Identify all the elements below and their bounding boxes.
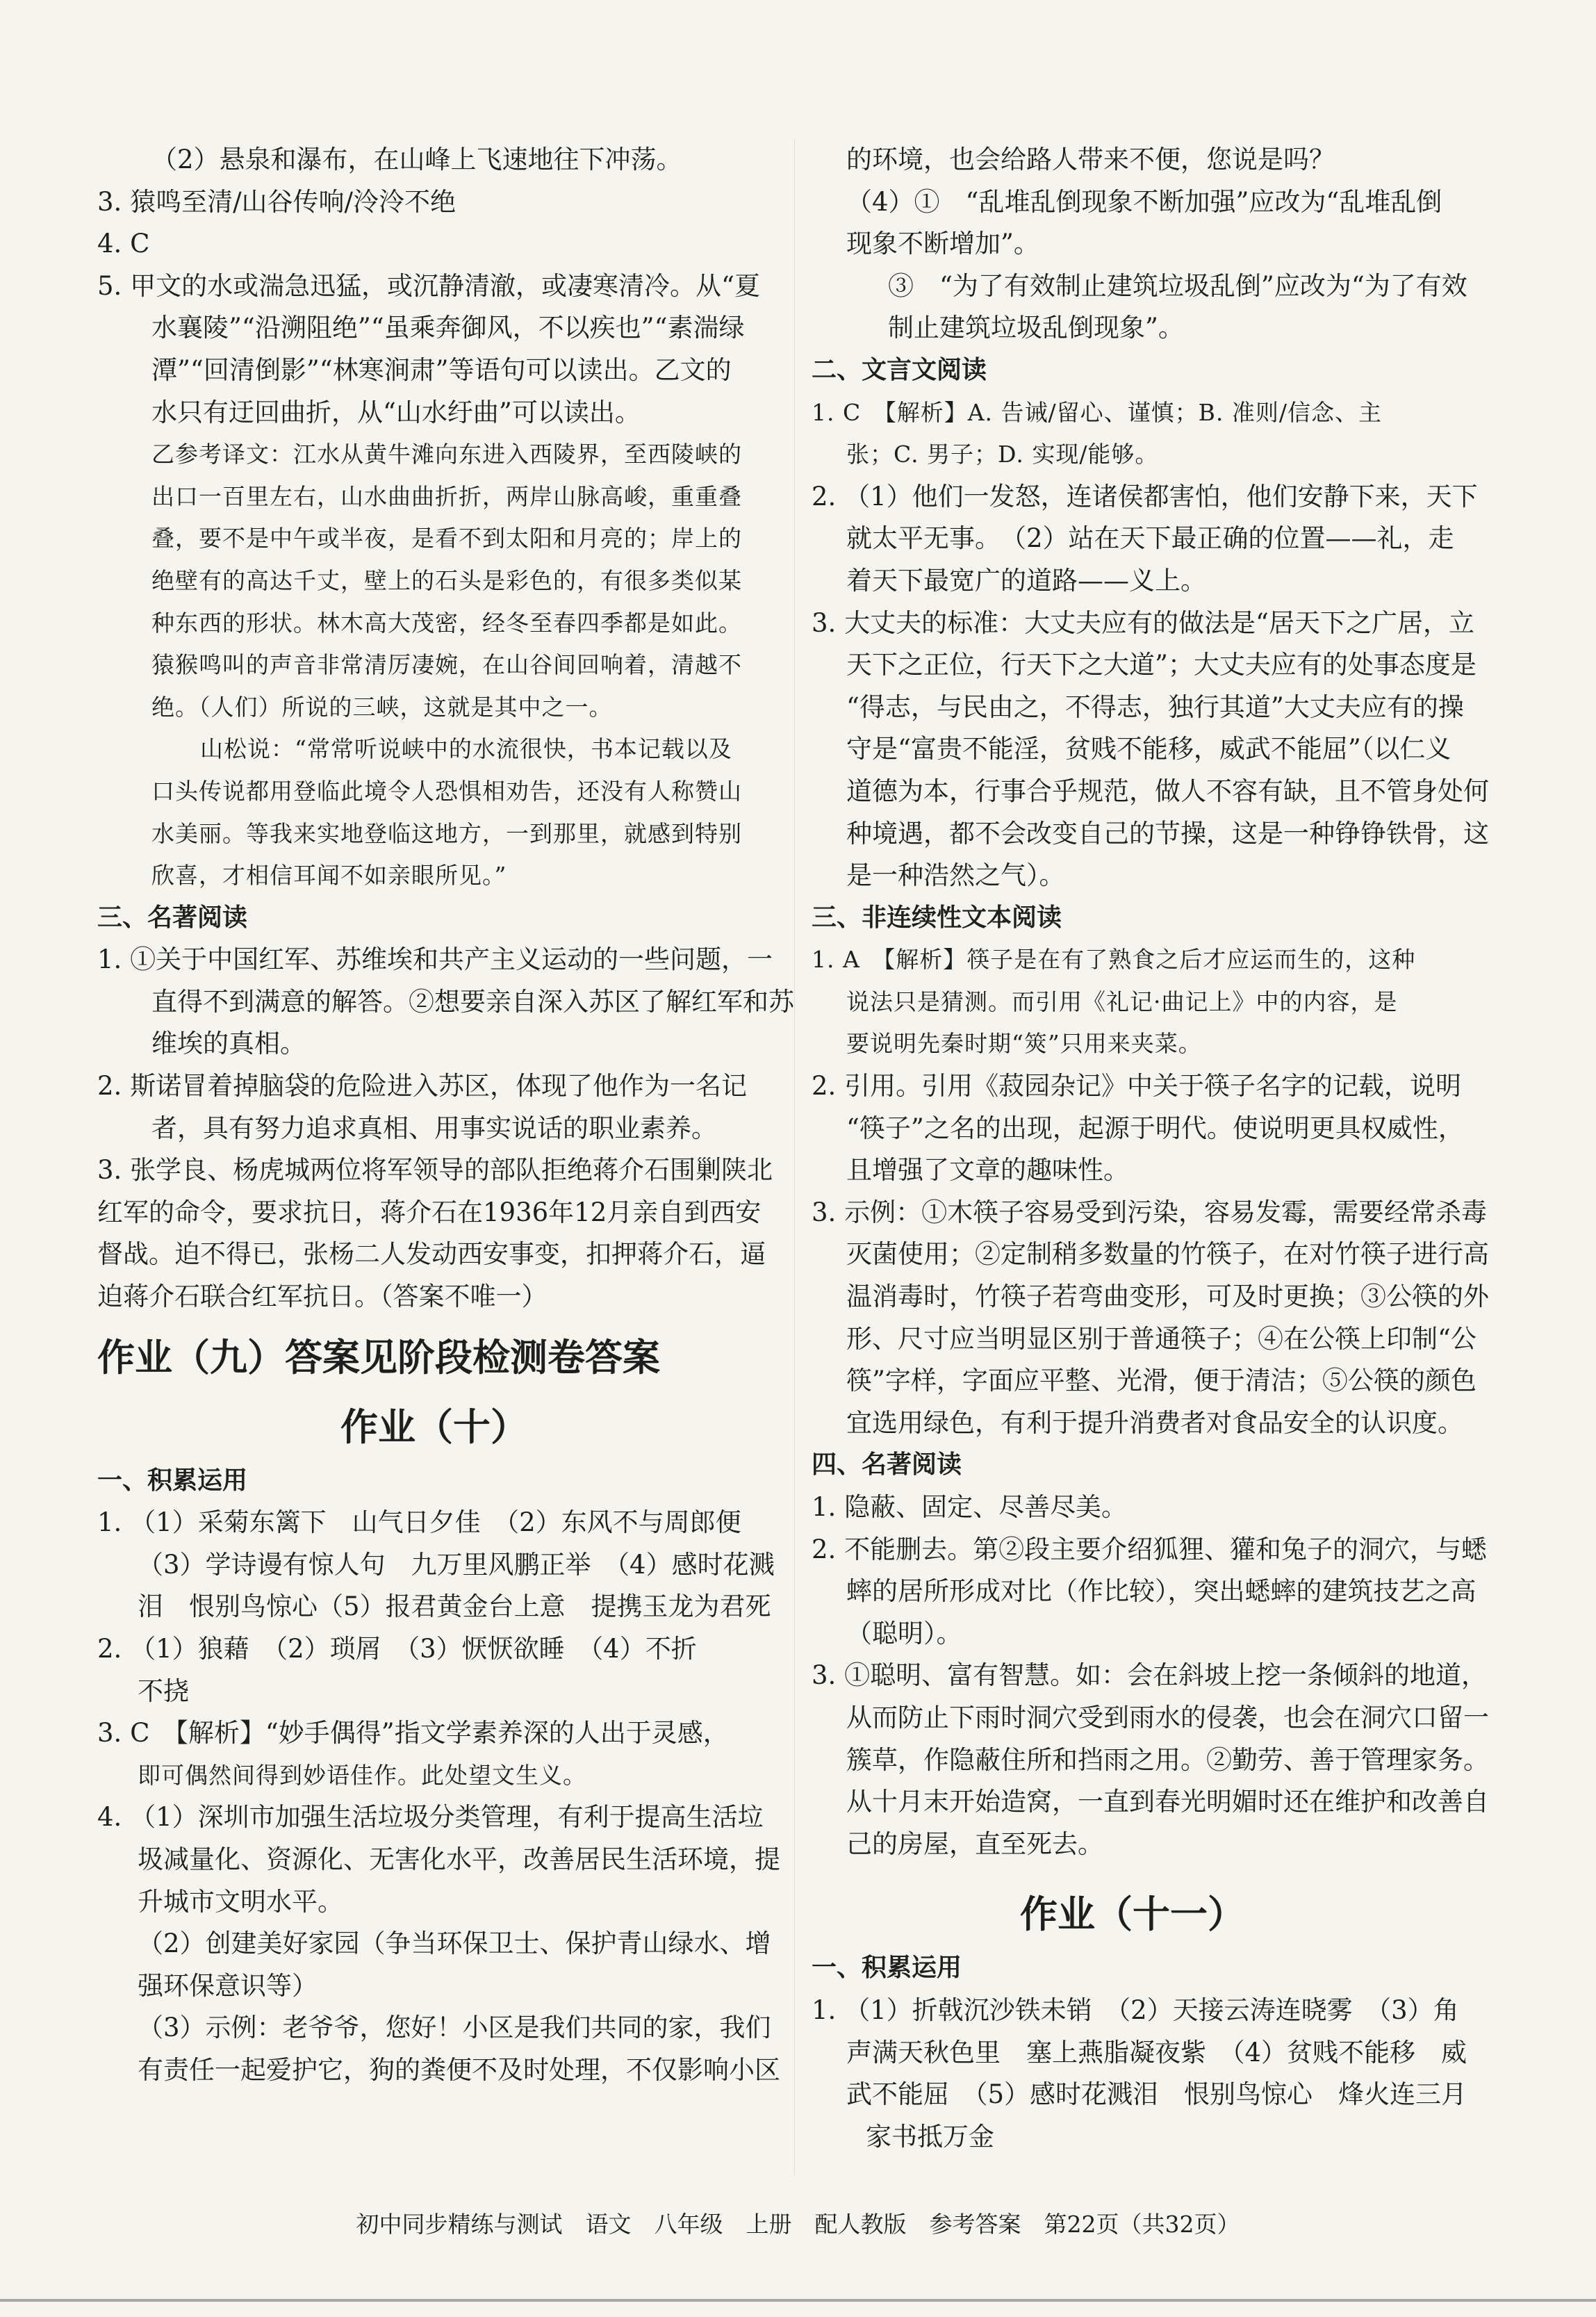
- text-line: 筷”字样，字面应平整、光滑，便于清洁；⑤公筷的颜色: [846, 1366, 1476, 1396]
- text-line: “筷子”之名的出现，起源于明代。使说明更具权威性，: [846, 1113, 1464, 1143]
- text-line: 是一种浩然之气）。: [846, 860, 1065, 891]
- text-line: 水美丽。等我来实地登临这地方，一到那里，就感到特别: [151, 819, 742, 847]
- text-line: （2）悬泉和瀑布，在山峰上飞速地往下冲荡。: [151, 145, 682, 174]
- text-line: 者，具有努力追求真相、用事实说话的职业素养。: [151, 1113, 717, 1143]
- text-line: 1. C 【解析】A. 告诫/留心、谨慎；B. 准则/信念、主: [812, 398, 1383, 426]
- text-line: 督战。迫不得已，张杨二人发动西安事变，扣押蒋介石，逼: [97, 1239, 766, 1270]
- assignment-title: 作业（九）答案见阶段检测卷答案: [97, 1335, 660, 1379]
- text-line: 迫蒋介石联合红军抗日。（答案不唯一）: [97, 1282, 548, 1312]
- text-line: 即可偶然间得到妙语佳作。此处望文生义。: [138, 1761, 586, 1789]
- text-line: 升城市文明水平。: [138, 1886, 343, 1917]
- text-line: 有责任一起爱护它，狗的粪便不及时处理，不仅影响小区: [138, 2054, 780, 2085]
- section-heading: 二、文言文阅读: [812, 355, 987, 384]
- text-line: 种东西的形状。林木高大茂密，经冬至春四季都是如此。: [151, 609, 742, 637]
- text-line: （2）创建美好家园（争当环保卫士、保护青山绿水、增: [138, 1929, 771, 1959]
- text-line: 2. （1）他们一发怒，连诸侯都害怕，他们安静下来，天下: [812, 481, 1478, 511]
- section-heading: 三、非连续性文本阅读: [812, 903, 1062, 932]
- section-heading: 四、名著阅读: [812, 1450, 962, 1480]
- column-divider: [794, 139, 795, 2175]
- bottom-edge: [0, 2299, 1596, 2302]
- text-line: 水襄陵”“沿溯阻绝”“虽乘奔御风，不以疾也”“素湍绿: [151, 313, 745, 343]
- text-line: “得志，与民由之，不得志，独行其道”大丈夫应有的操: [846, 691, 1464, 722]
- left-column: [97, 139, 794, 2092]
- text-line: 直得不到满意的解答。②想要亲自深入苏区了解红军和苏: [151, 986, 794, 1017]
- text-line: 水只有迂回曲折，从“山水纡曲”可以读出。: [151, 397, 641, 427]
- text-line: 乙参考译文：江水从黄牛滩向东进入西陵界，至西陵峡的: [151, 441, 742, 468]
- assignment-title: 作业（十）: [340, 1405, 528, 1449]
- text-line: 4. （1）深圳市加强生活垃圾分类管理，有利于提高生活垃: [97, 1802, 764, 1833]
- assignment-title: 作业（十一）: [1020, 1892, 1245, 1937]
- text-line: 4. C: [97, 229, 150, 259]
- text-line: 3. ①聪明、富有智慧。如：会在斜坡上挖一条倾斜的地道，: [812, 1660, 1488, 1691]
- text-line: （聪明）。: [846, 1618, 962, 1648]
- text-line: 1. A 【解析】筷子是在有了熟食之后才应运而生的，这种: [812, 946, 1416, 974]
- text-line: 不挠: [138, 1676, 189, 1706]
- text-line: ③ “为了有效制止建筑垃圾乱倒”应改为“为了有效: [888, 270, 1467, 301]
- text-line: 圾减量化、资源化、无害化水平，改善居民生活环境，提: [138, 1844, 780, 1874]
- text-line: 绝。（人们）所说的三峡，这就是其中之一。: [151, 693, 613, 721]
- text-line: 3. 张学良、杨虎城两位将军领导的部队拒绝蒋介石围剿陕北: [97, 1155, 773, 1186]
- text-line: 欣喜，才相信耳闻不如亲眼所见。”: [151, 862, 507, 890]
- section-heading: 一、积累运用: [812, 1954, 962, 1983]
- text-line: 宜选用绿色，有利于提升消费者对食品安全的认识度。: [846, 1407, 1463, 1438]
- text-line: 从而防止下雨时洞穴受到雨水的侵袭，也会在洞穴口留一: [846, 1702, 1489, 1733]
- text-line: 张；C. 男子；D. 实现/能够。: [846, 441, 1159, 468]
- text-line: 就太平无事。 （2）站在天下最正确的位置——礼，走: [846, 523, 1454, 554]
- text-line: 2. 引用。引用《菽园杂记》中关于筷子名字的记载，说明: [812, 1071, 1462, 1102]
- text-line: 道德为本，行事合乎规范，做人不容有缺，且不管身处何: [846, 776, 1489, 806]
- text-line: 潭”“回清倒影”“林寒涧肃”等语句可以读出。乙文的: [151, 354, 732, 385]
- section-heading: 三、名著阅读: [97, 903, 248, 932]
- text-line: 天下之正位，行天下之大道”；大丈夫应有的处事态度是: [846, 650, 1476, 680]
- text-line: （3）学诗谩有惊人句 九万里风鹏正举 （4）感时花溅: [138, 1549, 775, 1580]
- text-line: 2. 斯诺冒着掉脑袋的危险进入苏区，体现了他作为一名记: [97, 1071, 748, 1102]
- text-line: （4）① “乱堆乱倒现象不断加强”应改为“乱堆乱倒: [846, 186, 1442, 217]
- text-line: 1. 隐蔽、固定、尽善尽美。: [812, 1492, 1128, 1522]
- text-line: 己的房屋，直至死去。: [846, 1828, 1103, 1859]
- text-line: 山松说：“常常听说峡中的水流很快，书本记载以及: [200, 735, 732, 763]
- text-line: 3. 示例：①木筷子容易受到污染，容易发霉，需要经常杀毒: [812, 1197, 1488, 1227]
- text-line: 从十月末开始造窝，一直到春光明媚时还在维护和改善自: [846, 1787, 1489, 1817]
- text-line: 1. （1）采菊东篱下 山气日夕佳 （2）东风不与周郎便: [97, 1507, 741, 1538]
- section-heading: 一、积累运用: [97, 1466, 248, 1495]
- text-line: 种境遇，都不会改变自己的节操，这是一种铮铮铁骨，这: [846, 818, 1489, 849]
- text-line: 2. （1）狼藉 （2）琐屑 （3）恹恹欲睡 （4）不折: [97, 1634, 697, 1664]
- text-line: 强环保意识等）: [138, 1970, 318, 2001]
- text-line: 叠，要不是中午或半夜，是看不到太阳和月亮的；岸上的: [151, 525, 742, 552]
- text-line: （3）示例：老爷爷，您好！小区是我们共同的家，我们: [138, 2013, 771, 2043]
- text-line: 1. ①关于中国红军、苏维埃和共产主义运动的一些问题，一: [97, 944, 773, 975]
- text-line: 制止建筑垃圾乱倒现象”。: [888, 313, 1184, 343]
- text-line: 2. 不能删去。第②段主要介绍狐狸、獾和兔子的洞穴，与蟋: [812, 1534, 1488, 1564]
- text-line: 3. C 【解析】“妙手偶得”指文学素养深的人出于灵感，: [97, 1718, 729, 1749]
- text-line: 维埃的真相。: [151, 1029, 306, 1059]
- text-line: 绝壁有的高达千丈，壁上的石头是彩色的，有很多类似某: [151, 566, 742, 594]
- text-line: 要说明先秦时期“筴”只用来夹菜。: [846, 1030, 1202, 1058]
- right-column: [812, 139, 1506, 2158]
- text-line: 口头传说都用登临此境令人恐惧相劝告，还没有人称赞山: [151, 777, 742, 805]
- text-line: 温消毒时，竹筷子若弯曲变形，可及时更换；③公筷的外: [846, 1282, 1489, 1312]
- text-line: 且增强了文章的趣味性。: [846, 1155, 1129, 1186]
- text-line: 簇草，作隐蔽住所和挡雨之用。②勤劳、善于管理家务。: [846, 1744, 1489, 1775]
- text-line: 3. 猿鸣至清/山谷传响/泠泠不绝: [97, 186, 456, 217]
- text-line: 的环境，也会给路人带来不便，您说是吗？: [846, 145, 1335, 174]
- text-line: 泪 恨别鸟惊心（5）报君黄金台上意 提携玉龙为君死: [138, 1591, 771, 1622]
- text-line: 家书抵万金: [866, 2121, 994, 2152]
- text-line: 灭菌使用；②定制稍多数量的竹筷子，在对竹筷子进行高: [846, 1239, 1489, 1270]
- text-line: 1. （1）折戟沉沙铁未销 （2）天接云涛连晓雾 （3）角: [812, 1995, 1459, 2025]
- text-line: 守是“富贵不能淫，贫贱不能移，威武不能屈”（以仁义: [846, 734, 1451, 764]
- text-line: 形、尺寸应当明显区别于普通筷子；④在公筷上印制“公: [846, 1323, 1476, 1354]
- text-line: 猿猴鸣叫的声音非常清厉凄婉，在山谷间回响着，清越不: [151, 651, 742, 679]
- text-line: 出口一百里左右，山水曲曲折折，两岸山脉高峻，重重叠: [151, 482, 742, 510]
- text-line: 说法只是猜测。而引用《礼记·曲记上》中的内容，是: [846, 988, 1398, 1015]
- text-line: 武不能屈 （5）感时花溅泪 恨别鸟惊心 烽火连三月: [846, 2079, 1467, 2110]
- text-line: 3. 大丈夫的标准：大丈夫应有的做法是“居天下之广居，立: [812, 607, 1474, 638]
- text-line: 红军的命令，要求抗日，蒋介石在1936年12月亲自到西安: [97, 1197, 762, 1227]
- text-line: 着天下最宽广的道路——义上。: [846, 565, 1206, 596]
- text-line: 蟀的居所形成对比（作比较），突出蟋蟀的建筑技艺之高: [846, 1576, 1476, 1607]
- page-footer: 初中同步精练与测试 语文 八年级 上册 配人教版 参考答案 第22页（共32页）: [356, 2211, 1240, 2238]
- text-line: 现象不断增加”。: [846, 229, 1039, 259]
- text-line: 声满天秋色里 塞上燕脂凝夜紫 （4）贫贱不能移 威: [846, 2037, 1467, 2068]
- text-line: 5. 甲文的水或湍急迅猛，或沉静清澈，或凄寒清冷。从“夏: [97, 270, 760, 301]
